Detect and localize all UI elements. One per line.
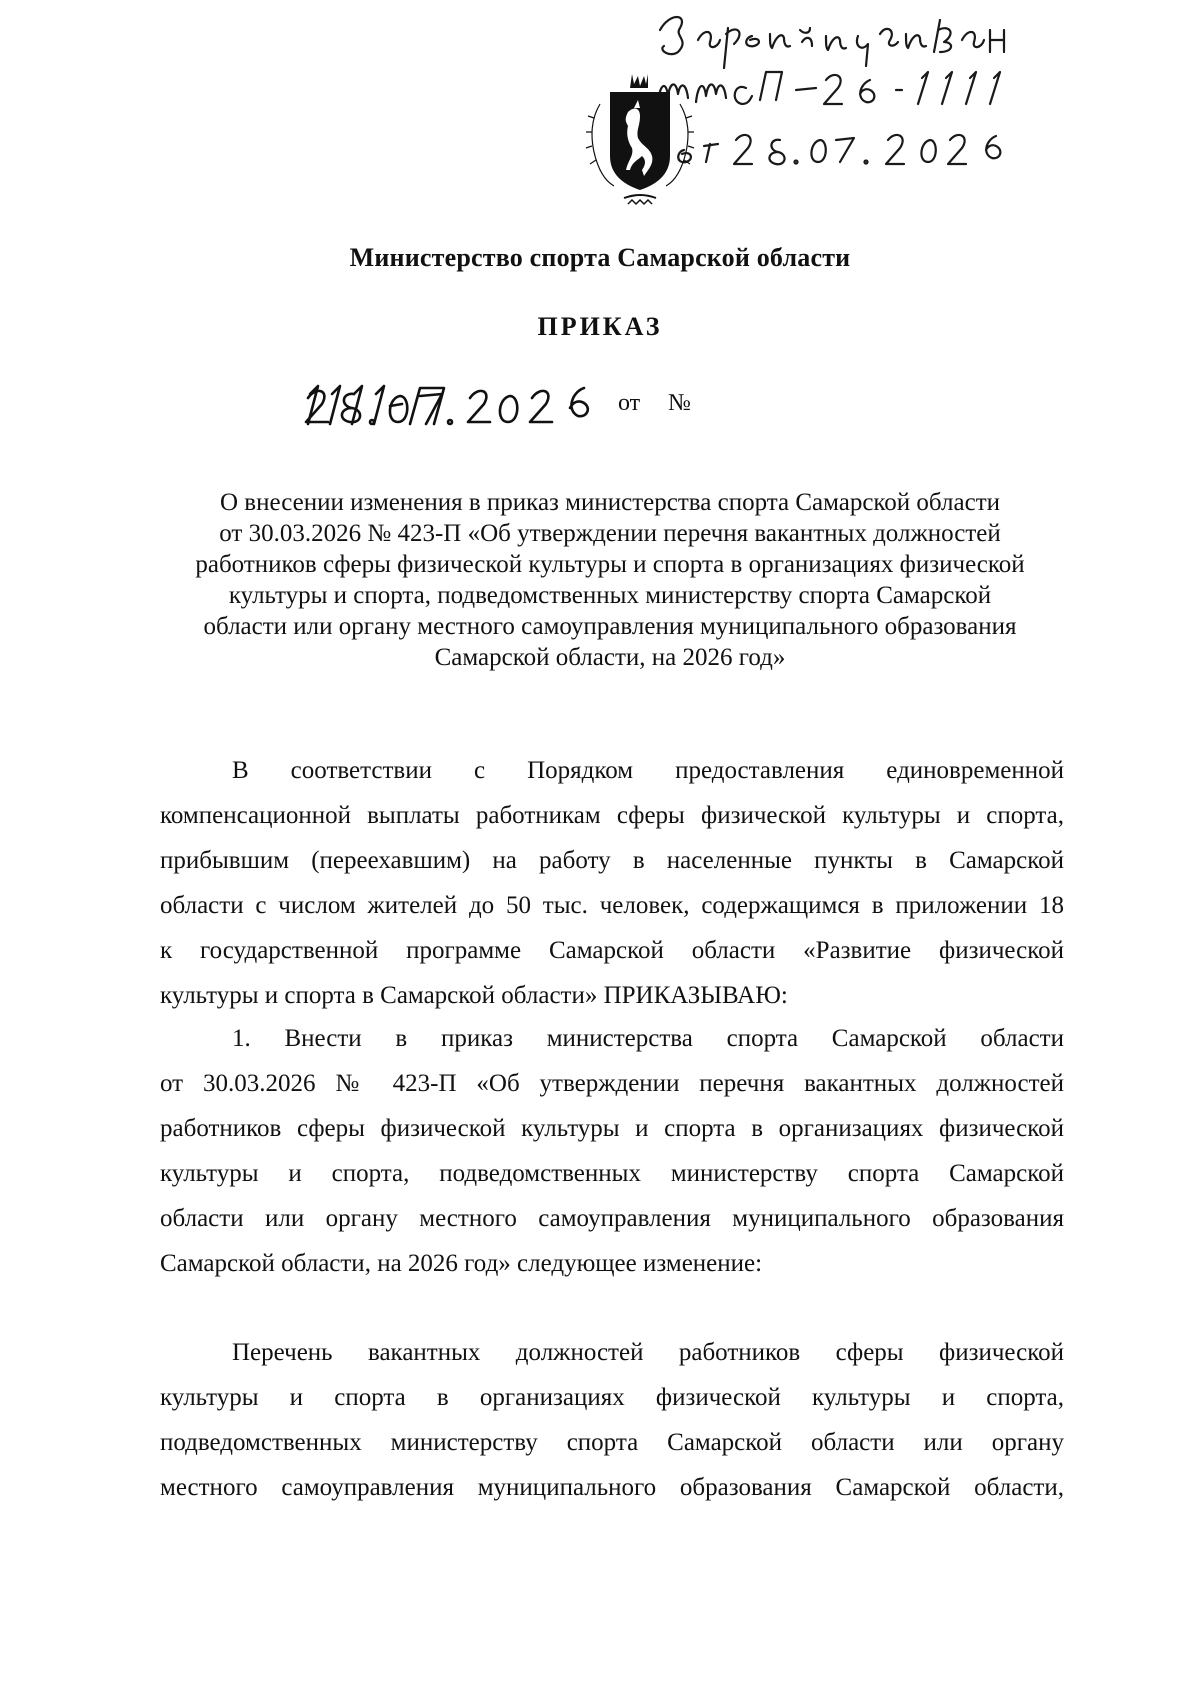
- subject-line: О внесении изменения в приказ министерства спорта Самарской области: [219, 489, 1001, 516]
- item-1-line: Самарской области, на 2026 год» следующее изменение:: [160, 1250, 763, 1277]
- handwritten-number-icon: [300, 368, 450, 438]
- item-1-line: культуры и спорта, подведомственных министерству спорта Самарской: [160, 1160, 1064, 1187]
- preamble-line: компенсационной выплаты работникам сферы физической культуры и спорта,: [160, 802, 1064, 829]
- subject-line: Самарской области, на 2026 год»: [434, 644, 786, 671]
- preamble-line: В соответствии с Порядком предоставления единовременной: [232, 757, 1064, 784]
- from-label: от: [618, 390, 641, 416]
- preamble-line: области с числом жителей до 50 тыс. человек, содержащимся в приложении 18: [160, 892, 1064, 919]
- change-line: культуры и спорта в организациях физической культуры и спорта,: [160, 1384, 1064, 1411]
- preamble-line: культуры и спорта в Самарской области» ПРИКАЗЫВАЮ:: [160, 982, 788, 1009]
- subject-line: от 30.03.2026 № 423-П «Об утверждении перечня вакантных должностей: [219, 520, 1001, 547]
- item-1-line: работников сферы физической культуры и спорта в организациях физической: [160, 1115, 1064, 1142]
- samara-coat-of-arms-icon: [580, 68, 700, 208]
- ministry-title: Министерство спорта Самарской области: [349, 243, 851, 272]
- coat-of-arms: [580, 68, 700, 208]
- order-date-number-line: [300, 368, 900, 438]
- number-label: №: [668, 390, 691, 416]
- subject-line: работников сферы физической культуры и спорта в организациях физической: [195, 551, 1025, 578]
- change-line: местного самоуправления муниципального образования Самарской области,: [160, 1474, 1064, 1501]
- change-line: подведомственных министерству спорта Самарской области или органу: [160, 1429, 1064, 1456]
- change-line: Перечень вакантных должностей работников сферы физической: [232, 1339, 1064, 1366]
- preamble-line: прибывшим (переехавшим) на работу в населенные пункты в Самарской: [160, 847, 1064, 874]
- item-1-line: 1. Внести в приказ министерства спорта Самарской области: [232, 1025, 1064, 1052]
- item-1-line: области или органу местного самоуправления муниципального образования: [160, 1205, 1064, 1232]
- item-1-line: от 30.03.2026 № 423-П «Об утверждении перечня вакантных должностей: [160, 1070, 1064, 1097]
- registration-stamp: [640, 0, 1110, 200]
- handwriting-registration-icon: [640, 0, 1110, 200]
- order-subject: [160, 487, 1060, 673]
- change-paragraph: [160, 1330, 1064, 1510]
- item-1-paragraph: [160, 1016, 1064, 1286]
- subject-line: области или органу местного самоуправления муниципального образования: [203, 613, 1017, 640]
- preamble-paragraph: [160, 748, 1064, 1018]
- document-type-title: ПРИКАЗ: [537, 312, 663, 341]
- preamble-line: к государственной программе Самарской области «Развитие физической: [160, 937, 1064, 964]
- subject-line: культуры и спорта, подведомственных министерству спорта Самарской: [228, 582, 992, 609]
